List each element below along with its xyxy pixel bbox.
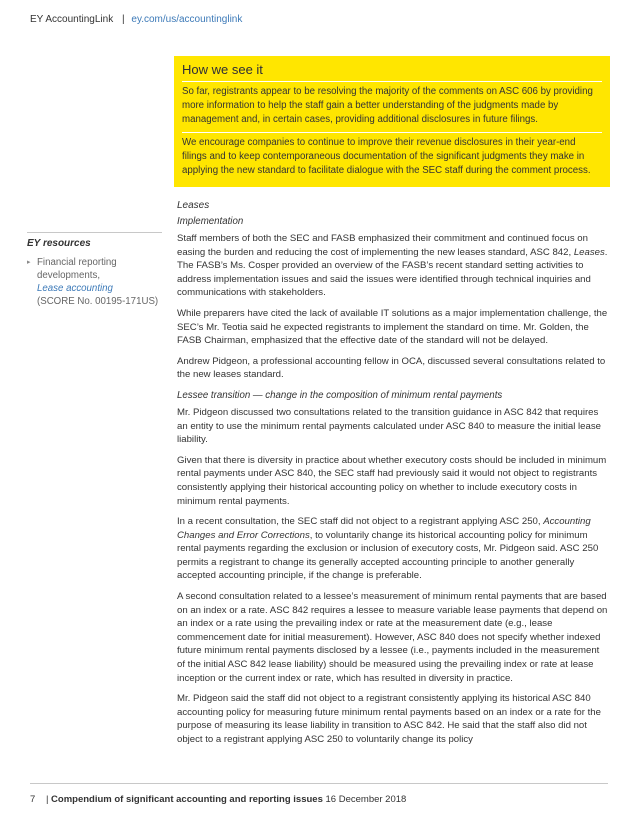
resource-score-number: (SCORE No. 00195-171US) [37,296,159,307]
body-paragraph: A second consultation related to a lessee’s measurement of minimum rental payments that are based on an index or a rate. ASC 842 requires a lessee to measure variable lease payments that depend on an index or a rate using the prevailing index or rate at the measurement date (e.g., lease commencement date for initial measurement). However, ASC 840 does not specify whether indexed future minimum rental payments disclosed by a lessee (i.e., payments included in the measurement of the initial ASC 842 lease liability) should be measured using the prevailing index or rate at lease inception or the current index or rate, which has resulted in diversity in practice. [177,591,608,684]
callout-paragraph: So far, registrants appear to be resolving the majority of the comments on ASC 606 by providing more information to help the staff gain a better understanding of the judgments made by management and, in certain cases, providing additional disclosures in future filings. [182,86,593,125]
resource-text: Financial reporting developments, [37,257,117,281]
footer-title: Compendium of significant accounting and reporting issues [51,794,323,805]
body-paragraph: In a recent consultation, the SEC staff did not object to a registrant applying ASC 250, Accounting Changes and Error Corrections, to voluntarily change its historical accounting policy for minimum rental payments regarding the exclusion or inclusion of executory costs, Mr. Pidgeon said. ASC 250 permits a registrant to change its generally accepted accounting principle to another generally accepted accounting principle, if the change is preferable. [177,516,599,582]
body-paragraph: Given that there is diversity in practice about whether executory costs should be included in minimum rental payments under ASC 840, the SEC staff had previously said it would not object to registrants consistently applying their historical accounting policy on whether to include executory costs in minimum rental payments. [177,454,607,507]
header-title: EY AccountingLink [30,14,114,25]
footer-date: 16 December 2018 [325,794,407,805]
footer-separator: | [45,794,49,805]
ey-resources-sidebar [27,232,162,308]
page-number: 7 [30,794,36,805]
body-paragraph: While preparers have cited the lack of available IT solutions as a major implementation challenge, the SEC’s Mr. Teotia said he expected registrants to implement the standard on time. Mr. Golden, the FASB Chairman, emphasized that the effective date of the standard will not be delayed. [177,307,608,347]
footer-divider [30,783,608,784]
body-paragraph: Mr. Pidgeon said the staff did not object to a registrant consistently applying its historical ASC 840 accounting policy for measuring future minimum rental payments based on an index or a rate for the purpose of measuring its lease liability in transition to ASC 842. He said that the staff also did not object to a registrant applying ASC 250 to voluntarily change its policy [177,693,601,745]
body-paragraph: Mr. Pidgeon discussed two consultations related to the transition guidance in ASC 842 that requires an entity to use the minimum rental payments calculated under ASC 840 to measure the initial lease liability. [177,406,601,446]
sidebar-divider [27,232,162,233]
callout-divider [182,81,602,82]
callout-divider [182,132,602,133]
sidebar-resource-item [27,256,162,308]
main-content [177,199,609,754]
header-url-link[interactable]: ey.com/us/accountinglink [131,14,243,25]
body-paragraph: Staff members of both the SEC and FASB emphasized their commitment and continued focus on easing the burden and reducing the cost of implementing the new leases standard, ASC 842, Leases. The FASB’s Ms. Cosper provided an overview of the FASB’s recent standard setting activities to address implementation issues and said the issues were identified through technical inquiries and communications with stakeholders. [177,233,608,299]
section-heading: Leases [177,200,210,211]
how-we-see-it-callout [174,56,610,187]
header-separator: | [122,14,125,25]
triangle-bullet-icon: ▸ [27,259,31,266]
section-subheading: Lessee transition — change in the composition of minimum rental payments [177,389,503,401]
page-header [30,14,242,25]
section-subheading: Implementation [177,216,244,227]
body-paragraph: Andrew Pidgeon, a professional accounting fellow in OCA, discussed several consultations related to the new leases standard. [177,355,606,381]
sidebar-title: EY resources [27,238,91,249]
lease-accounting-link[interactable]: Lease accounting [37,283,113,294]
page-footer [30,794,406,805]
callout-title: How we see it [182,62,263,77]
callout-paragraph: We encourage companies to continue to improve their revenue disclosures in their year-end filings and to keep contemporaneous documentation of the significant judgments they make in applying the new standard to facilitate dialogue with the SEC staff during the comment process. [182,137,591,176]
